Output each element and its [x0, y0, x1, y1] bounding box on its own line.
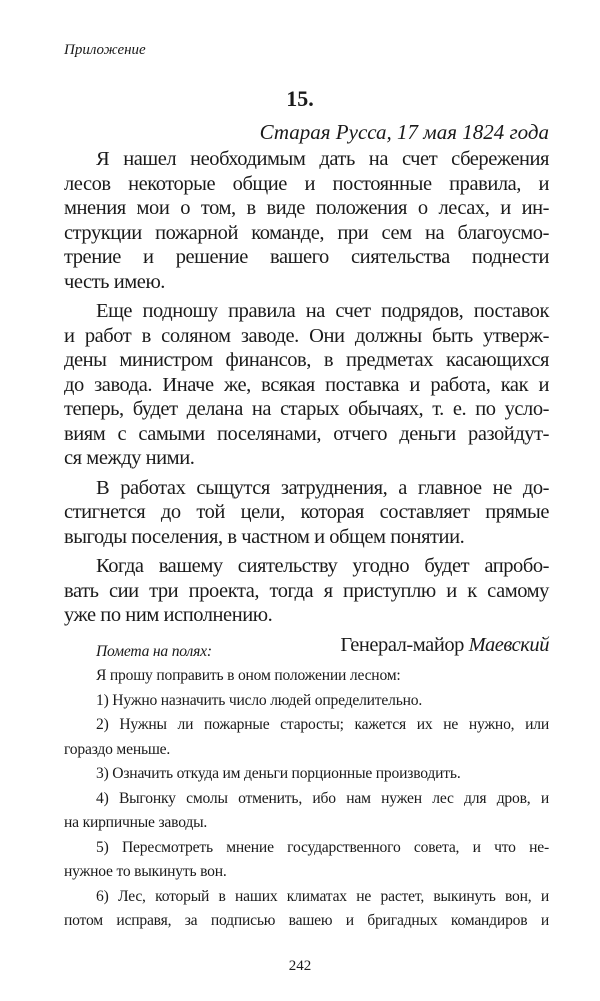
text-line: Я нашел необходимым дать на счет сбережения	[96, 148, 549, 170]
text-line: ся между ними.	[64, 447, 195, 469]
running-head: Приложение	[64, 42, 146, 58]
text-line: до завода. Иначе же, всякая поставка и работа, как и	[64, 373, 549, 396]
text-line: 6) Лес, который в наших климатах не растет, выкинуть вон, и	[96, 887, 549, 905]
text-line: гораздо меньше.	[64, 740, 171, 758]
page-number: 242	[288, 958, 312, 974]
margin-note-heading: Помета на полях:	[96, 643, 212, 660]
text-line: дены министром финансов, в предметах касающихся	[64, 349, 549, 371]
place-date: Старая Русса, 17 мая 1824 года	[259, 120, 549, 144]
text-line: мнения мои о том, в виде положения о лесах, и ин-	[64, 197, 549, 219]
paragraph	[64, 299, 549, 471]
text-line: 2) Нужны ли пожарные старосты; кажется их не нужно, или	[96, 716, 549, 733]
letter-body	[64, 147, 549, 657]
text-line: В работах сыщутся затруднения, а главное не до-	[96, 476, 549, 499]
paragraph	[64, 476, 549, 550]
text-line: честь имею.	[64, 270, 165, 293]
text-line: 3) Означить откуда им деньги порционные производить.	[96, 765, 461, 782]
text-line: лесов некоторые общие и постоянные правила, и	[64, 172, 549, 195]
text-line: струкции пожарной команде, при сем на благоусмо-	[64, 221, 549, 244]
note-item	[64, 762, 549, 787]
paragraphs	[64, 147, 549, 628]
text-line: выгоды поселения, в частном и общем понятии.	[64, 525, 465, 548]
text-line: 4) Выгонку смолы отменить, ибо нам нужен лес для дров, и	[96, 789, 549, 807]
text-line: уже по ним исполнению.	[64, 604, 273, 626]
note-item	[64, 664, 549, 689]
note-item	[64, 787, 549, 836]
note-item	[64, 713, 549, 762]
text-line: стигнется до той цели, которая составляет прямые	[64, 501, 549, 523]
text-line: виям с самыми поселянами, отчего деньги разойдут-	[64, 422, 549, 445]
text-line: Когда вашему сиятельству угодно будет апробо-	[96, 555, 549, 577]
paragraph	[64, 147, 549, 294]
signature-name: Маевский	[468, 633, 549, 656]
text-line: и работ в соляном заводе. Они должны быть утверж-	[64, 324, 549, 347]
text-line: Я прошу поправить в оном положении лесном:	[96, 667, 401, 684]
note-item	[64, 689, 549, 714]
text-line: на кирпичные заводы.	[64, 814, 208, 831]
text-line: 5) Пересмотреть мнение государственного совета, и что не-	[96, 838, 549, 856]
note-item	[64, 885, 549, 934]
text-line: 1) Нужно назначить число людей определительно.	[96, 691, 423, 709]
margin-note	[64, 642, 549, 934]
note-item	[64, 836, 549, 885]
text-line: вать сии три проекта, тогда я приступлю и к самому	[64, 579, 549, 602]
text-line: потом исправя, за подписью вашею и бригадных командиров и	[64, 912, 549, 929]
margin-note-items	[64, 664, 549, 934]
paragraph	[64, 554, 549, 628]
text-line: трение и решение вашего сиятельства поднести	[64, 246, 549, 268]
document-number: 15.	[286, 86, 314, 111]
text-line: Еще подношу правила на счет подрядов, поставок	[96, 300, 549, 322]
text-line: теперь, будет делана на старых обычаях, т. е. по усло-	[64, 398, 549, 420]
signature-rank: Генерал-майор	[340, 633, 469, 656]
text-line: нужное то выкинуть вон.	[64, 863, 227, 880]
